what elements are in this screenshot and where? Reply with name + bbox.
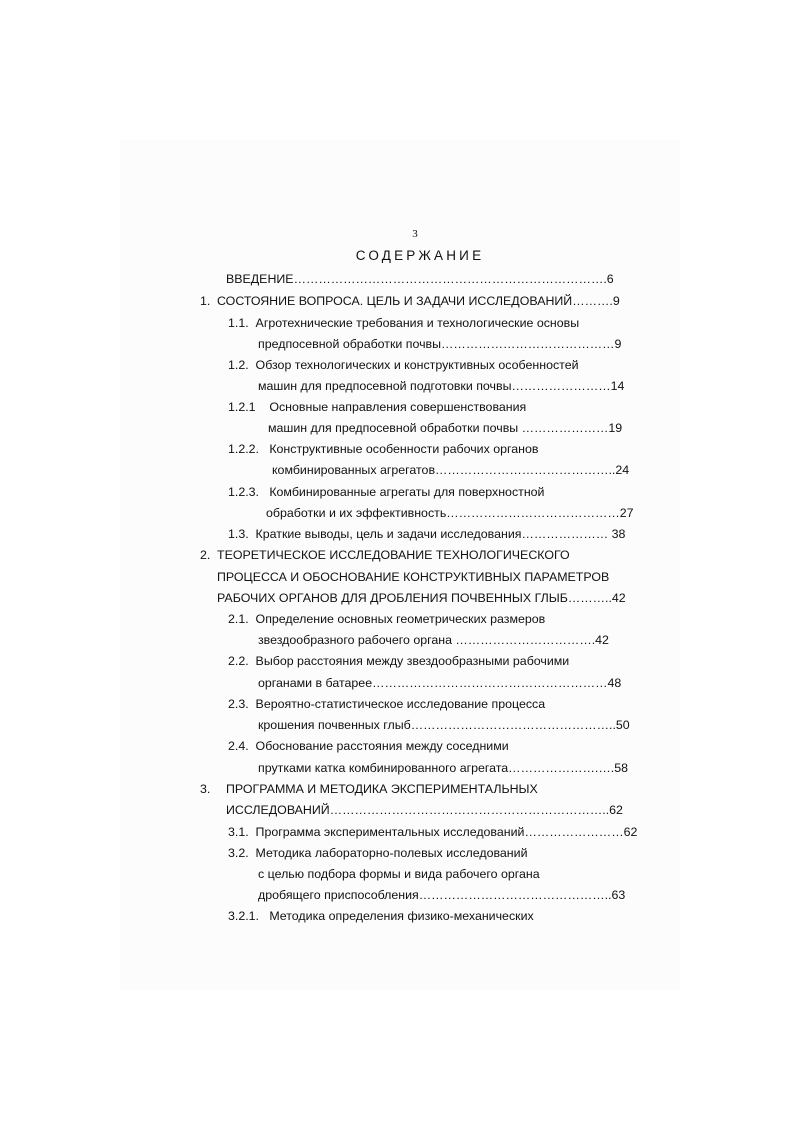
toc-section-2-number: 2. [200,548,211,562]
toc-entry-2-1-line1: 2.1. Определение основных геометрических размеров [228,612,546,626]
toc-entry-2-2-line2: органами в батарее…………………………………………………48 [258,676,622,690]
toc-section-3-line1: ПРОГРАММА И МЕТОДИКА ЭКСПЕРИМЕНТАЛЬНЫХ [226,782,538,796]
toc-entry-1-2-3-line1: 1.2.3. Комбинированные агрегаты для поверхностной [228,485,545,499]
toc-entry-2-2-line1: 2.2. Выбор расстояния между звездообразными рабочими [228,654,570,668]
toc-section-2-line1: ТЕОРЕТИЧЕСКОЕ ИССЛЕДОВАНИЕ ТЕХНОЛОГИЧЕСКОГО [217,548,570,562]
toc-section-1: СОСТОЯНИЕ ВОПРОСА. ЦЕЛЬ И ЗАДАЧИ ИССЛЕДОВАНИЙ……….9 [217,294,620,308]
toc-section-2-line3: РАБОЧИХ ОРГАНОВ ДЛЯ ДРОБЛЕНИЯ ПОЧВЕННЫХ ГЛЫБ………..42 [217,591,626,605]
toc-entry-3-2-line3: дробящего приспособления………………………………………..63 [258,888,626,902]
toc-section-2-line2: ПРОЦЕССА И ОБОСНОВАНИЕ КОНСТРУКТИВНЫХ ПАРАМЕТРОВ [217,570,610,584]
toc-entry-3-2-line1: 3.2. Методика лабораторно-полевых исследований [228,846,528,860]
toc-section-1-number: 1. [200,294,211,308]
toc-entry-1-2-1-line1: 1.2.1 Основные направления совершенствования [228,400,527,414]
toc-entry-2-4-line1: 2.4. Обоснование расстояния между соседними [228,739,509,753]
toc-entry-2-1-line2: звездообразного рабочего органа …………………………….42 [258,633,609,647]
toc-entry-1-2-1-line2: машин для предпосевной обработки почвы …………………19 [268,421,623,435]
toc-entry-1-2-2-line1: 1.2.2. Конструктивные особенности рабочих органов [228,442,539,456]
toc-entry-introduction: ВВЕДЕНИЕ………………………………………………………………….6 [226,272,614,286]
scan-area [120,140,680,990]
toc-entry-3-2-1-line1: 3.2.1. Методика определения физико-механических [228,909,534,923]
toc-section-3-number: 3. [200,782,211,796]
toc-title: СОДЕРЖАНИЕ [355,248,485,263]
toc-entry-1-2-2-line2: комбинированных агрегатов……………………………………..24 [272,463,630,477]
toc-entry-1-2-line2: машин для предпосевной подготовки почвы……………………14 [258,379,625,393]
toc-entry-1-2-line1: 1.2. Обзор технологических и конструктивных особенностей [228,358,579,372]
toc-entry-2-3-line2: крошения почвенных глыб…………………………………………..50 [258,718,630,732]
page-number: 3 [412,228,418,240]
toc-entry-1-3: 1.3. Краткие выводы, цель и задачи исследования………………… 38 [228,527,626,541]
toc-entry-3-2-line2: с целью подбора формы и вида рабочего органа [258,867,540,881]
toc-entry-1-2-3-line2: обработки и их эффективность……………………………………27 [266,506,634,520]
toc-entry-1-1-line2: предпосевной обработки почвы……………………………………9 [258,337,622,351]
toc-entry-3-1: 3.1. Программа экспериментальных исследований……………………62 [228,825,638,839]
toc-section-3-line2: ИССЛЕДОВАНИЙ…………………………………………………………..62 [226,803,623,817]
toc-entry-2-4-line2: прутками катка комбинированного агрегата………………….….58 [258,761,628,775]
toc-entry-2-3-line1: 2.3. Вероятно-статистическое исследование процесса [228,697,546,711]
toc-entry-1-1-line1: 1.1. Агротехнические требования и технологические основы [228,316,580,330]
